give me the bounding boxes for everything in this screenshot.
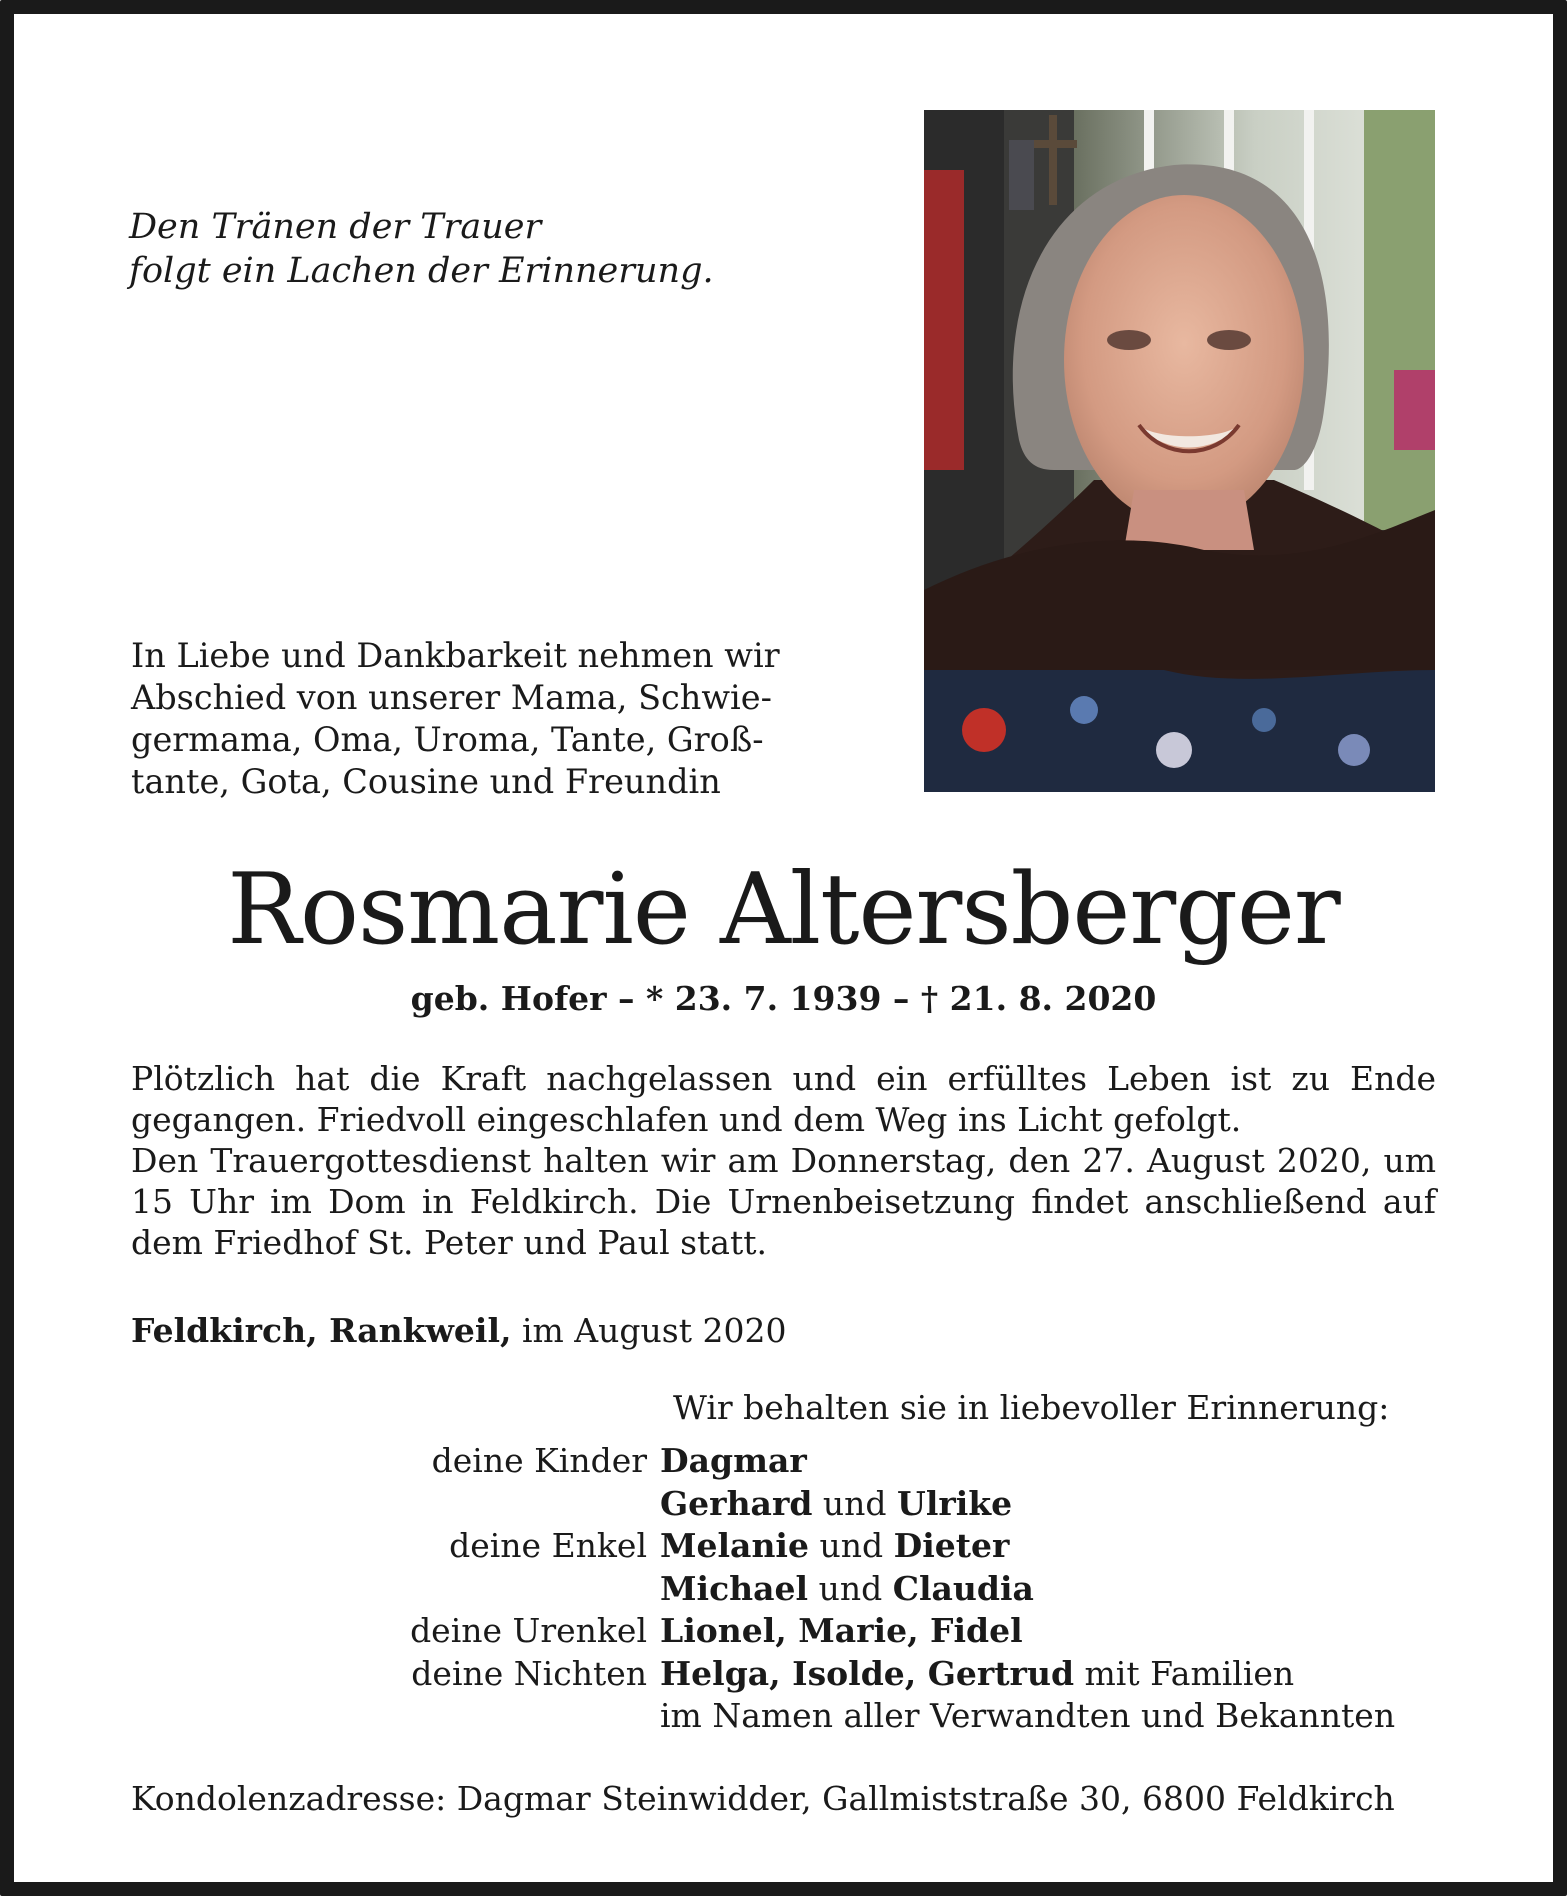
relation-label: deine Urenkel xyxy=(410,1611,647,1650)
family-name: Dieter xyxy=(893,1526,1010,1565)
closing-line: im Namen aller Verwandten und Bekannten xyxy=(660,1696,1396,1735)
family-row xyxy=(300,1568,1395,1611)
family-row xyxy=(300,1653,1395,1696)
family-name: Michael xyxy=(660,1568,809,1608)
family-name: Helga, Isolde, Gertrud xyxy=(660,1653,1075,1693)
connector: mit Familien xyxy=(1084,1653,1295,1693)
body-line: Plötzlich hat die Kraft nachgelassen und ein erfülltes Leben ist zu Ende xyxy=(131,1059,1436,1098)
family-row xyxy=(300,1610,1395,1653)
family-row xyxy=(300,1695,1395,1738)
intro-line: Abschied von unserer Mama, Schwie- xyxy=(131,678,772,717)
body-line: Den Trauergottesdienst halten wir am Donnerstag, den 27. August 2020, um xyxy=(131,1141,1436,1180)
place-names: Feldkirch, Rankweil, xyxy=(131,1311,512,1350)
intro-text xyxy=(131,635,811,803)
intro-line: In Liebe und Dankbarkeit nehmen wir xyxy=(131,636,780,675)
body-line: gegangen. Friedvoll eingeschlafen und dem Weg ins Licht gefolgt. xyxy=(131,1100,1242,1139)
body-line: 15 Uhr im Dom in Feldkirch. Die Urnenbeisetzung findet anschließend auf xyxy=(131,1182,1436,1221)
family-name: Melanie xyxy=(660,1526,809,1565)
connector: und xyxy=(818,1568,883,1608)
deceased-name: Rosmarie Altersberger xyxy=(227,853,1340,967)
place-date-text: im August 2020 xyxy=(521,1311,787,1350)
relation-label: deine Nichten xyxy=(411,1653,647,1693)
family-name: Ulrike xyxy=(897,1483,1013,1523)
family-name: Dagmar xyxy=(660,1441,807,1480)
motto-line: Den Tränen der Trauer xyxy=(129,207,542,247)
family-row xyxy=(300,1525,1395,1568)
relation-label: deine Enkel xyxy=(449,1526,647,1565)
intro-line: tante, Gota, Cousine und Freundin xyxy=(131,762,721,801)
family-row xyxy=(300,1483,1395,1526)
portrait-photo xyxy=(924,110,1435,792)
family-name: Gerhard xyxy=(660,1483,813,1523)
relation-label: deine Kinder xyxy=(431,1441,647,1480)
family-list xyxy=(300,1440,1395,1738)
connector: und xyxy=(819,1526,884,1565)
place-date xyxy=(131,1310,786,1352)
family-name: Claudia xyxy=(892,1568,1034,1608)
family-name: Lionel, Marie, Fidel xyxy=(660,1611,1023,1650)
body-line: dem Friedhof St. Peter und Paul statt. xyxy=(131,1223,767,1262)
motto-line: folgt ein Lachen der Erinnerung. xyxy=(129,251,714,291)
portrait-photo-icon xyxy=(924,110,1435,792)
motto xyxy=(129,205,714,293)
intro-line: germama, Oma, Uroma, Tante, Groß- xyxy=(131,720,764,759)
condolence-address: Kondolenzadresse: Dagmar Steinwidder, Gallmiststraße 30, 6800 Feldkirch xyxy=(131,1779,1395,1818)
deceased-dates: geb. Hofer – * 23. 7. 1939 – † 21. 8. 2020 xyxy=(410,979,1157,1018)
memory-line: Wir behalten sie in liebevoller Erinnerung: xyxy=(673,1388,1390,1427)
family-row xyxy=(300,1440,1395,1483)
body-text xyxy=(131,1058,1436,1263)
connector: und xyxy=(822,1483,887,1523)
